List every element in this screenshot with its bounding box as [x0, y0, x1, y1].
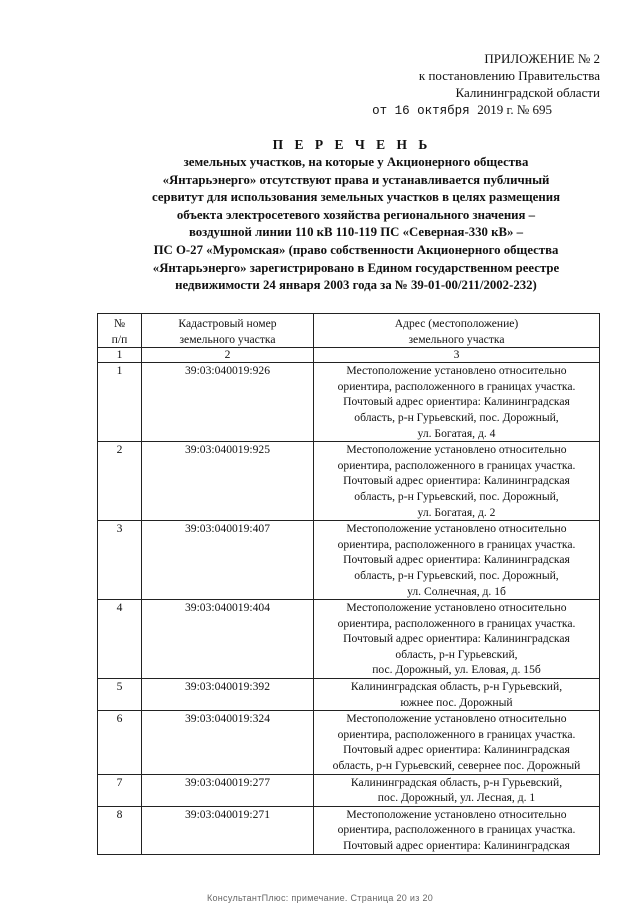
cadastral-number: 39:03:040019:925	[142, 442, 314, 521]
subtitle-line: «Янтарьэнерго» зарегистрировано в Едином государственном реестре	[152, 260, 560, 275]
subtitle-line: земельных участков, на которые у Акционерного общества	[183, 155, 529, 169]
address-line: ул. Солнечная, д. 1б	[407, 584, 506, 598]
cadastral-number: 39:03:040019:392	[142, 679, 314, 711]
row-number: 7	[98, 774, 142, 806]
parcel-address	[314, 363, 600, 442]
document-subtitle	[96, 154, 616, 295]
address-line: ул. Богатая, д. 2	[417, 505, 496, 519]
address-line: Местоположение установлено относительно	[346, 712, 567, 726]
header-cad-line2: земельного участка	[179, 332, 276, 346]
row-number: 2	[98, 442, 142, 521]
address-line: Почтовый адрес ориентира: Калининградская	[343, 395, 570, 409]
cadastral-number: 39:03:040019:324	[142, 711, 314, 774]
address-line: пос. Дорожный, ул. Лесная, д. 1	[377, 791, 536, 805]
address-line: ориентира, расположенного в границах участка.	[337, 379, 576, 393]
table-row	[98, 679, 600, 711]
parcel-address	[314, 679, 600, 711]
address-line: ориентира, расположенного в границах участка.	[337, 537, 576, 551]
parcel-address	[314, 600, 600, 679]
address-line: Местоположение установлено относительно	[346, 601, 567, 615]
index-cell: 3	[314, 348, 600, 363]
address-line: область, р-н Гурьевский,	[395, 647, 518, 661]
table-row	[98, 442, 600, 521]
subtitle-line: недвижимости 24 января 2003 года за № 39-01-00/211/2002-232)	[175, 278, 537, 293]
table-row	[98, 521, 600, 600]
row-number: 8	[98, 806, 142, 854]
appendix-date	[330, 101, 600, 120]
cadastral-number: 39:03:040019:926	[142, 363, 314, 442]
document-title: П Е Р Е Ч Е Н Ь	[272, 137, 432, 152]
address-line: южнее пос. Дорожный	[400, 695, 513, 709]
parcel-address	[314, 521, 600, 600]
address-line: Калининградская область, р-н Гурьевский,	[350, 680, 563, 694]
table-row	[98, 363, 600, 442]
address-line: область, р-н Гурьевский, пос. Дорожный,	[354, 489, 559, 503]
cadastral-number: 39:03:040019:404	[142, 600, 314, 679]
address-line: Местоположение установлено относительно	[346, 522, 567, 536]
address-line: ориентира, расположенного в границах участка.	[337, 616, 576, 630]
appendix-date-year: 2019 г. № 695	[477, 102, 552, 117]
table-row	[98, 711, 600, 774]
subtitle-line: ПС О-27 «Муромская» (право собственности Акционерного общества	[153, 242, 559, 257]
cadastral-number: 39:03:040019:277	[142, 774, 314, 806]
appendix-region: Калининградской области	[455, 85, 600, 100]
address-line: Местоположение установлено относительно	[346, 364, 567, 378]
header-num-line2: п/п	[111, 332, 128, 346]
cadastral-number: 39:03:040019:271	[142, 806, 314, 854]
subtitle-line: сервитут для использования земельных участков в целях размещения	[151, 190, 560, 205]
subtitle-line: объекта электросетевого хозяйства регионального значения –	[176, 207, 536, 222]
address-line: ул. Богатая, д. 4	[417, 426, 496, 440]
address-line: ориентира, расположенного в границах участка.	[337, 823, 576, 837]
address-line: ориентира, расположенного в границах участка.	[337, 727, 576, 741]
parcel-address	[314, 711, 600, 774]
table-row	[98, 806, 600, 854]
parcel-address	[314, 774, 600, 806]
header-num-line1: №	[113, 317, 126, 330]
address-line: Почтовый адрес ориентира: Калининградская	[343, 839, 570, 852]
header-addr-line2: земельного участка	[408, 332, 505, 346]
address-line: область, р-н Гурьевский, севернее пос. Дорожный	[332, 759, 581, 773]
index-cell: 2	[142, 348, 314, 363]
parcel-address	[314, 806, 600, 854]
header-cad-line1: Кадастровый номер	[178, 317, 277, 330]
address-line: Почтовый адрес ориентира: Калининградская	[343, 474, 570, 488]
appendix-title: ПРИЛОЖЕНИЕ № 2	[484, 51, 600, 66]
address-line: Калининградская область, р-н Гурьевский,	[350, 775, 563, 789]
address-line: область, р-н Гурьевский, пос. Дорожный,	[354, 568, 559, 582]
address-line: Почтовый адрес ориентира: Калининградская	[343, 553, 570, 567]
appendix-resolution: к постановлению Правительства	[418, 68, 600, 83]
row-number: 6	[98, 711, 142, 774]
appendix-block	[330, 50, 600, 120]
cadastral-number: 39:03:040019:407	[142, 521, 314, 600]
header-address	[314, 314, 600, 348]
parcels-table	[97, 313, 600, 855]
row-number: 3	[98, 521, 142, 600]
header-num	[98, 314, 142, 348]
address-line: Местоположение установлено относительно	[346, 807, 567, 821]
address-line: Почтовый адрес ориентира: Калининградская	[343, 632, 570, 646]
address-line: Местоположение установлено относительно	[346, 443, 567, 457]
index-cell: 1	[98, 348, 142, 363]
address-line: ориентира, расположенного в границах участка.	[337, 458, 576, 472]
table-index-row	[98, 348, 600, 363]
table-header-row	[98, 314, 600, 348]
parcel-address	[314, 442, 600, 521]
address-line: Почтовый адрес ориентира: Калининградская	[343, 743, 570, 757]
appendix-date-prefix: от 16 октября	[372, 104, 470, 118]
subtitle-line: «Янтарьэнерго» отсутствуют права и устанавливается публичный	[162, 172, 550, 187]
address-line: область, р-н Гурьевский, пос. Дорожный,	[354, 410, 559, 424]
header-cadastral	[142, 314, 314, 348]
table-row	[98, 600, 600, 679]
header-addr-line1: Адрес (местоположение)	[394, 317, 519, 330]
table-row	[98, 774, 600, 806]
subtitle-line: воздушной линии 110 кВ 110-119 ПС «Северная-330 кВ» –	[188, 225, 524, 240]
address-line: пос. Дорожный, ул. Еловая, д. 15б	[372, 663, 541, 677]
row-number: 5	[98, 679, 142, 711]
page-footer: КонсультантПлюс: примечание. Страница 20 из 20	[206, 893, 434, 903]
row-number: 4	[98, 600, 142, 679]
row-number: 1	[98, 363, 142, 442]
